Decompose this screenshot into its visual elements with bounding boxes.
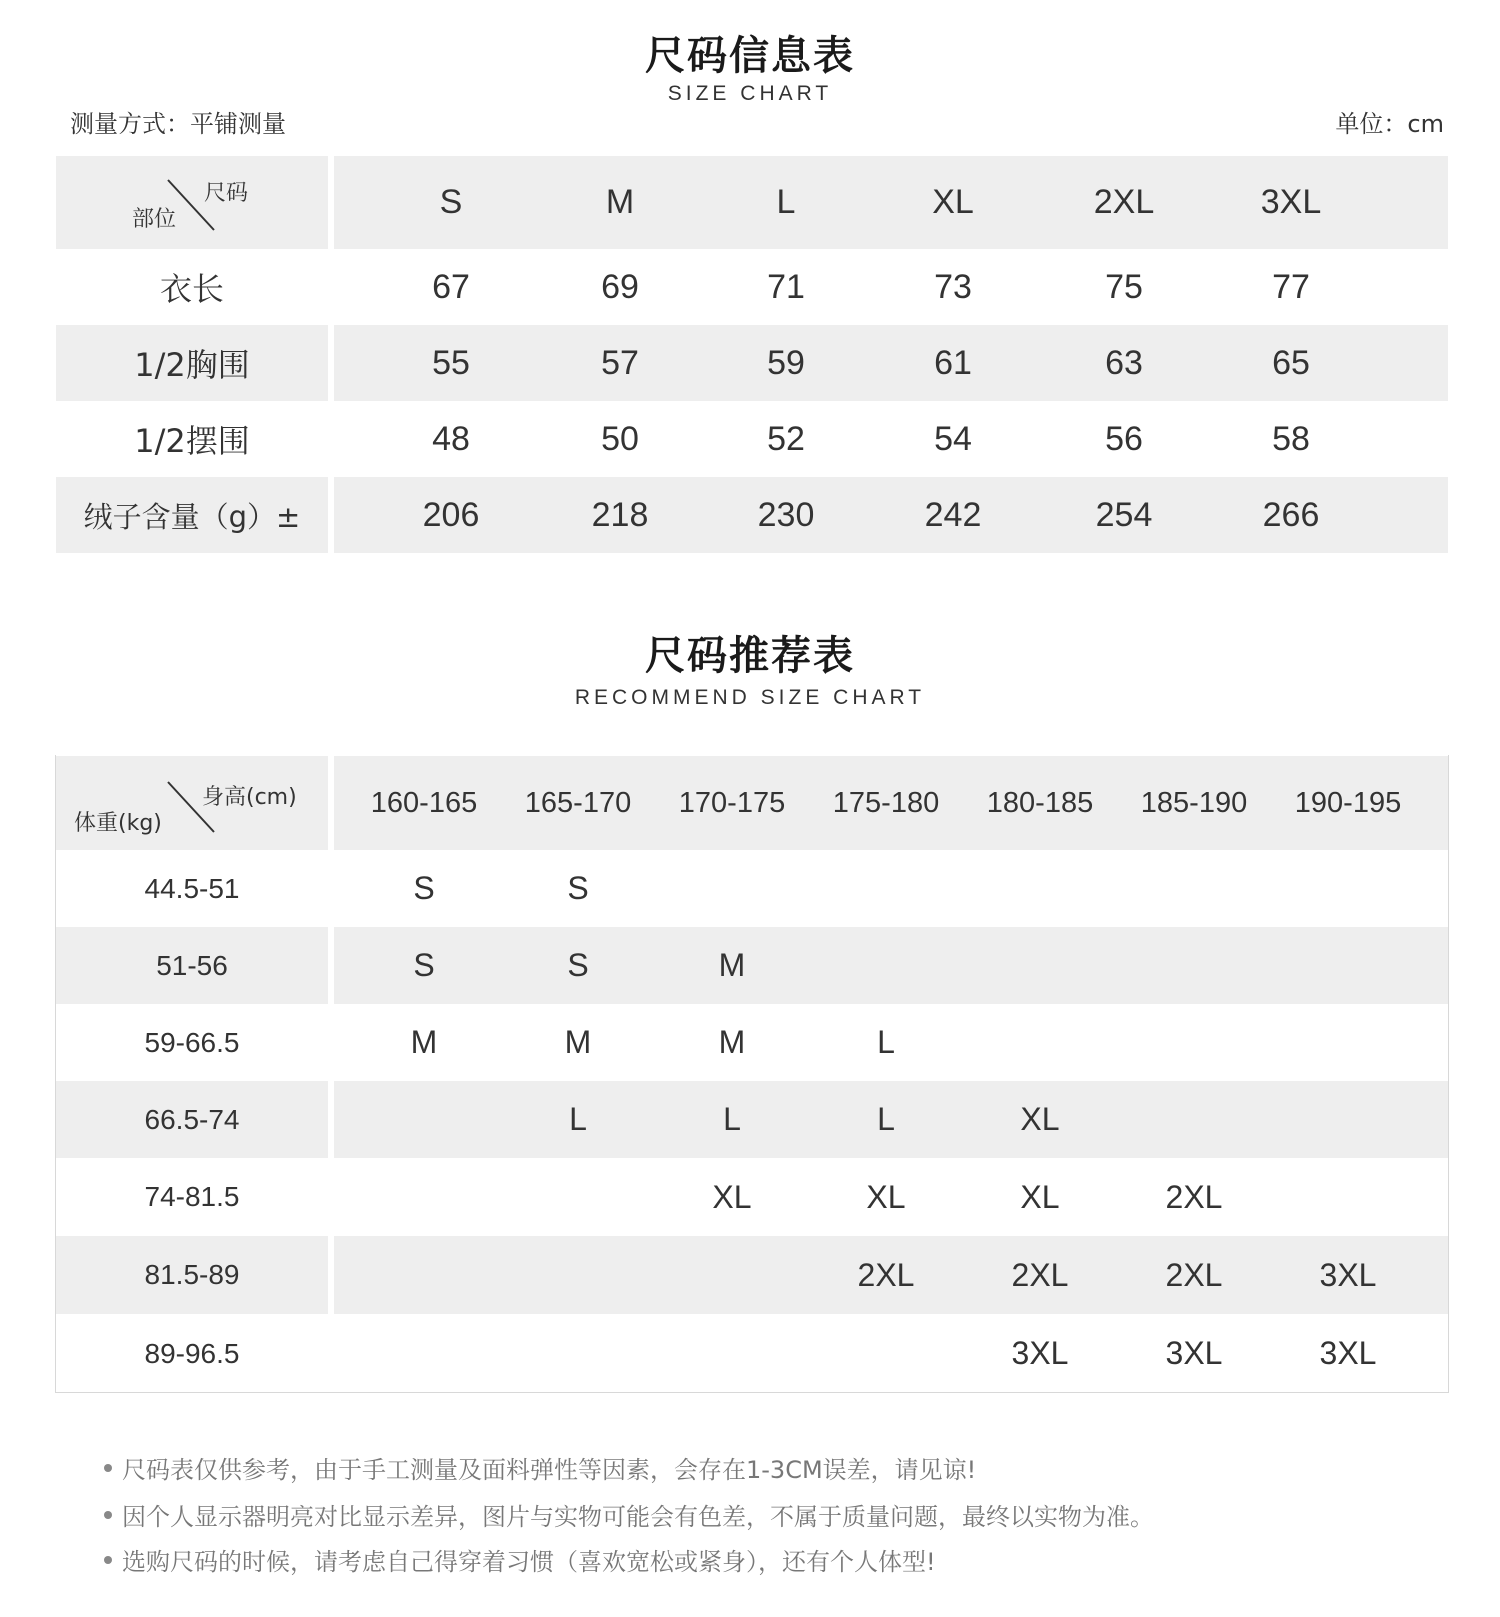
size-corner-cell xyxy=(56,156,328,249)
size-cell: M xyxy=(718,947,746,983)
table-row xyxy=(56,249,1448,325)
size-cell xyxy=(347,1158,501,1236)
size-cell: XL xyxy=(1020,1178,1060,1215)
bullet-icon xyxy=(104,1511,112,1519)
corner-diagonal-line xyxy=(56,156,328,249)
table-cell: 69 xyxy=(601,267,639,306)
size-col-header: 3XL xyxy=(1260,183,1322,221)
table-cell: 56 xyxy=(1105,419,1143,458)
weight-label: 44.5-51 xyxy=(144,872,240,904)
size-col-header: S xyxy=(439,183,463,221)
height-col-header: 175-180 xyxy=(832,786,940,819)
size-col-header: XL xyxy=(932,183,974,221)
unit-label: 单位：cm xyxy=(1335,110,1444,138)
size-col-header: 2XL xyxy=(1093,183,1155,221)
corner-part-label: 部位 xyxy=(132,207,177,232)
size-cell xyxy=(963,1004,1117,1081)
height-col-header: 190-195 xyxy=(1294,786,1402,819)
table-cell: 242 xyxy=(924,495,982,534)
size-cell: 3XL xyxy=(1165,1335,1223,1371)
bullet-icon xyxy=(104,1556,112,1564)
table-cell: 73 xyxy=(934,267,972,306)
table-row xyxy=(56,1081,1448,1158)
row-label: 1/2摆围 xyxy=(134,422,250,460)
table-cell: 218 xyxy=(591,495,649,534)
corner-size-label: 尺码 xyxy=(204,181,249,206)
table-cell: 52 xyxy=(767,419,805,458)
height-col-header: 160-165 xyxy=(370,786,478,819)
table-row xyxy=(56,1004,1448,1081)
size-cell: 3XL xyxy=(1319,1335,1377,1371)
row-label: 衣长 xyxy=(159,270,224,308)
size-cell xyxy=(501,1236,655,1314)
table-cell: 71 xyxy=(767,267,805,306)
weight-label: 89-96.5 xyxy=(144,1337,240,1369)
size-cell: XL xyxy=(1020,1101,1060,1137)
table-cell: 77 xyxy=(1272,267,1310,306)
table-cell: 59 xyxy=(767,343,805,382)
size-cell xyxy=(347,1081,501,1158)
size-cell: 2XL xyxy=(857,1256,915,1293)
note-text: 选购尺码的时候，请考虑自己得穿着习惯（喜欢宽松或紧身），还有个人体型! xyxy=(122,1548,936,1576)
table-cell: 58 xyxy=(1272,419,1310,458)
size-cell: L xyxy=(569,1101,587,1137)
size-cell: XL xyxy=(712,1178,752,1215)
size-cell: 3XL xyxy=(1011,1335,1069,1371)
corner-weight-label: 体重(kg) xyxy=(74,811,162,836)
size-cell xyxy=(809,927,963,1004)
table-cell: 61 xyxy=(934,343,972,382)
size-cell xyxy=(501,1158,655,1236)
size-cell xyxy=(963,927,1117,1004)
size-cell xyxy=(347,1236,501,1314)
size-cell xyxy=(1117,850,1271,927)
measure-method: 测量方式：平铺测量 xyxy=(70,110,286,138)
height-col-header: 180-185 xyxy=(986,786,1094,819)
size-cell xyxy=(1271,850,1425,927)
table-row xyxy=(56,850,1448,927)
weight-label: 74-81.5 xyxy=(144,1181,240,1212)
size-cell xyxy=(1117,1004,1271,1081)
table-cell: 48 xyxy=(432,419,470,458)
size-cell xyxy=(1117,927,1271,1004)
recommend-chart-subtitle: RECOMMEND SIZE CHART xyxy=(574,686,926,709)
size-cell xyxy=(1271,1158,1425,1236)
size-cell xyxy=(963,850,1117,927)
size-cell: L xyxy=(877,1101,895,1137)
size-cell: M xyxy=(718,1024,746,1060)
note-text: 尺码表仅供参考，由于手工测量及面料弹性等因素，会存在1-3CM误差，请见谅! xyxy=(122,1456,977,1484)
height-col-header: 170-175 xyxy=(678,786,786,819)
size-cell: M xyxy=(564,1024,592,1060)
table-cell: 75 xyxy=(1105,267,1143,306)
height-col-header: 185-190 xyxy=(1140,786,1248,819)
weight-label: 51-56 xyxy=(156,949,228,981)
size-cell xyxy=(501,1314,655,1393)
size-col-header: L xyxy=(776,183,796,221)
size-cell: S xyxy=(413,870,435,906)
table-row xyxy=(56,325,1448,401)
table-cell: 50 xyxy=(601,419,639,458)
recommend-chart-table xyxy=(56,756,1448,1393)
weight-label: 66.5-74 xyxy=(144,1103,240,1135)
recommend-header-row xyxy=(56,756,1448,850)
size-cell: S xyxy=(413,947,435,983)
weight-label: 81.5-89 xyxy=(144,1259,240,1290)
table-cell: 63 xyxy=(1105,343,1143,382)
table-row xyxy=(56,1236,1448,1314)
note-text: 因个人显示器明亮对比显示差异，图片与实物可能会有色差，不属于质量问题，最终以实物为准。 xyxy=(122,1503,1154,1531)
size-cell xyxy=(1271,1081,1425,1158)
size-cell xyxy=(809,1314,963,1393)
size-cell xyxy=(347,1314,501,1393)
table-row xyxy=(56,401,1448,477)
list-item xyxy=(104,1497,1154,1532)
table-cell: 54 xyxy=(934,419,972,458)
size-cell: 2XL xyxy=(1011,1256,1069,1293)
size-cell xyxy=(655,850,809,927)
size-cell xyxy=(1117,1081,1271,1158)
size-cell: L xyxy=(877,1024,895,1060)
table-cell: 230 xyxy=(757,495,815,534)
size-col-header: M xyxy=(605,183,635,221)
table-cell: 57 xyxy=(601,343,639,382)
row-label: 1/2胸围 xyxy=(134,346,250,384)
table-cell: 55 xyxy=(432,343,470,382)
size-cell xyxy=(1271,927,1425,1004)
size-cell: 3XL xyxy=(1319,1256,1377,1293)
row-label: 绒子含量（g）± xyxy=(83,499,301,534)
table-cell: 67 xyxy=(432,267,470,306)
corner-height-label: 身高(cm) xyxy=(202,785,297,810)
table-row xyxy=(56,477,1448,553)
recommend-chart-title: 尺码推荐表 xyxy=(645,633,855,679)
table-row xyxy=(56,1314,1448,1393)
recommend-corner-cell xyxy=(56,756,328,850)
weight-label: 59-66.5 xyxy=(144,1026,240,1058)
size-cell xyxy=(655,1236,809,1314)
table-cell: 206 xyxy=(422,495,480,534)
size-cell: S xyxy=(567,947,589,983)
table-cell: 65 xyxy=(1272,343,1310,382)
size-cell: L xyxy=(723,1101,741,1137)
table-cell: 254 xyxy=(1095,495,1153,534)
list-item xyxy=(104,1450,976,1485)
size-cell xyxy=(655,1314,809,1393)
size-cell xyxy=(1271,1004,1425,1081)
size-cell: S xyxy=(567,870,589,906)
size-chart-table xyxy=(56,156,1448,553)
bullet-icon xyxy=(104,1464,112,1472)
table-row xyxy=(56,1158,1448,1236)
size-cell: M xyxy=(410,1024,438,1060)
size-cell xyxy=(809,850,963,927)
size-header-row xyxy=(56,156,1448,249)
size-cell: XL xyxy=(866,1178,906,1215)
table-row xyxy=(56,927,1448,1004)
size-cell: 2XL xyxy=(1165,1178,1223,1215)
height-col-header: 165-170 xyxy=(524,786,632,819)
table-cell: 266 xyxy=(1262,495,1320,534)
list-item xyxy=(104,1542,936,1577)
size-chart-subtitle: SIZE CHART xyxy=(667,82,833,105)
size-chart-title: 尺码信息表 xyxy=(645,33,855,79)
size-cell: 2XL xyxy=(1165,1256,1223,1293)
